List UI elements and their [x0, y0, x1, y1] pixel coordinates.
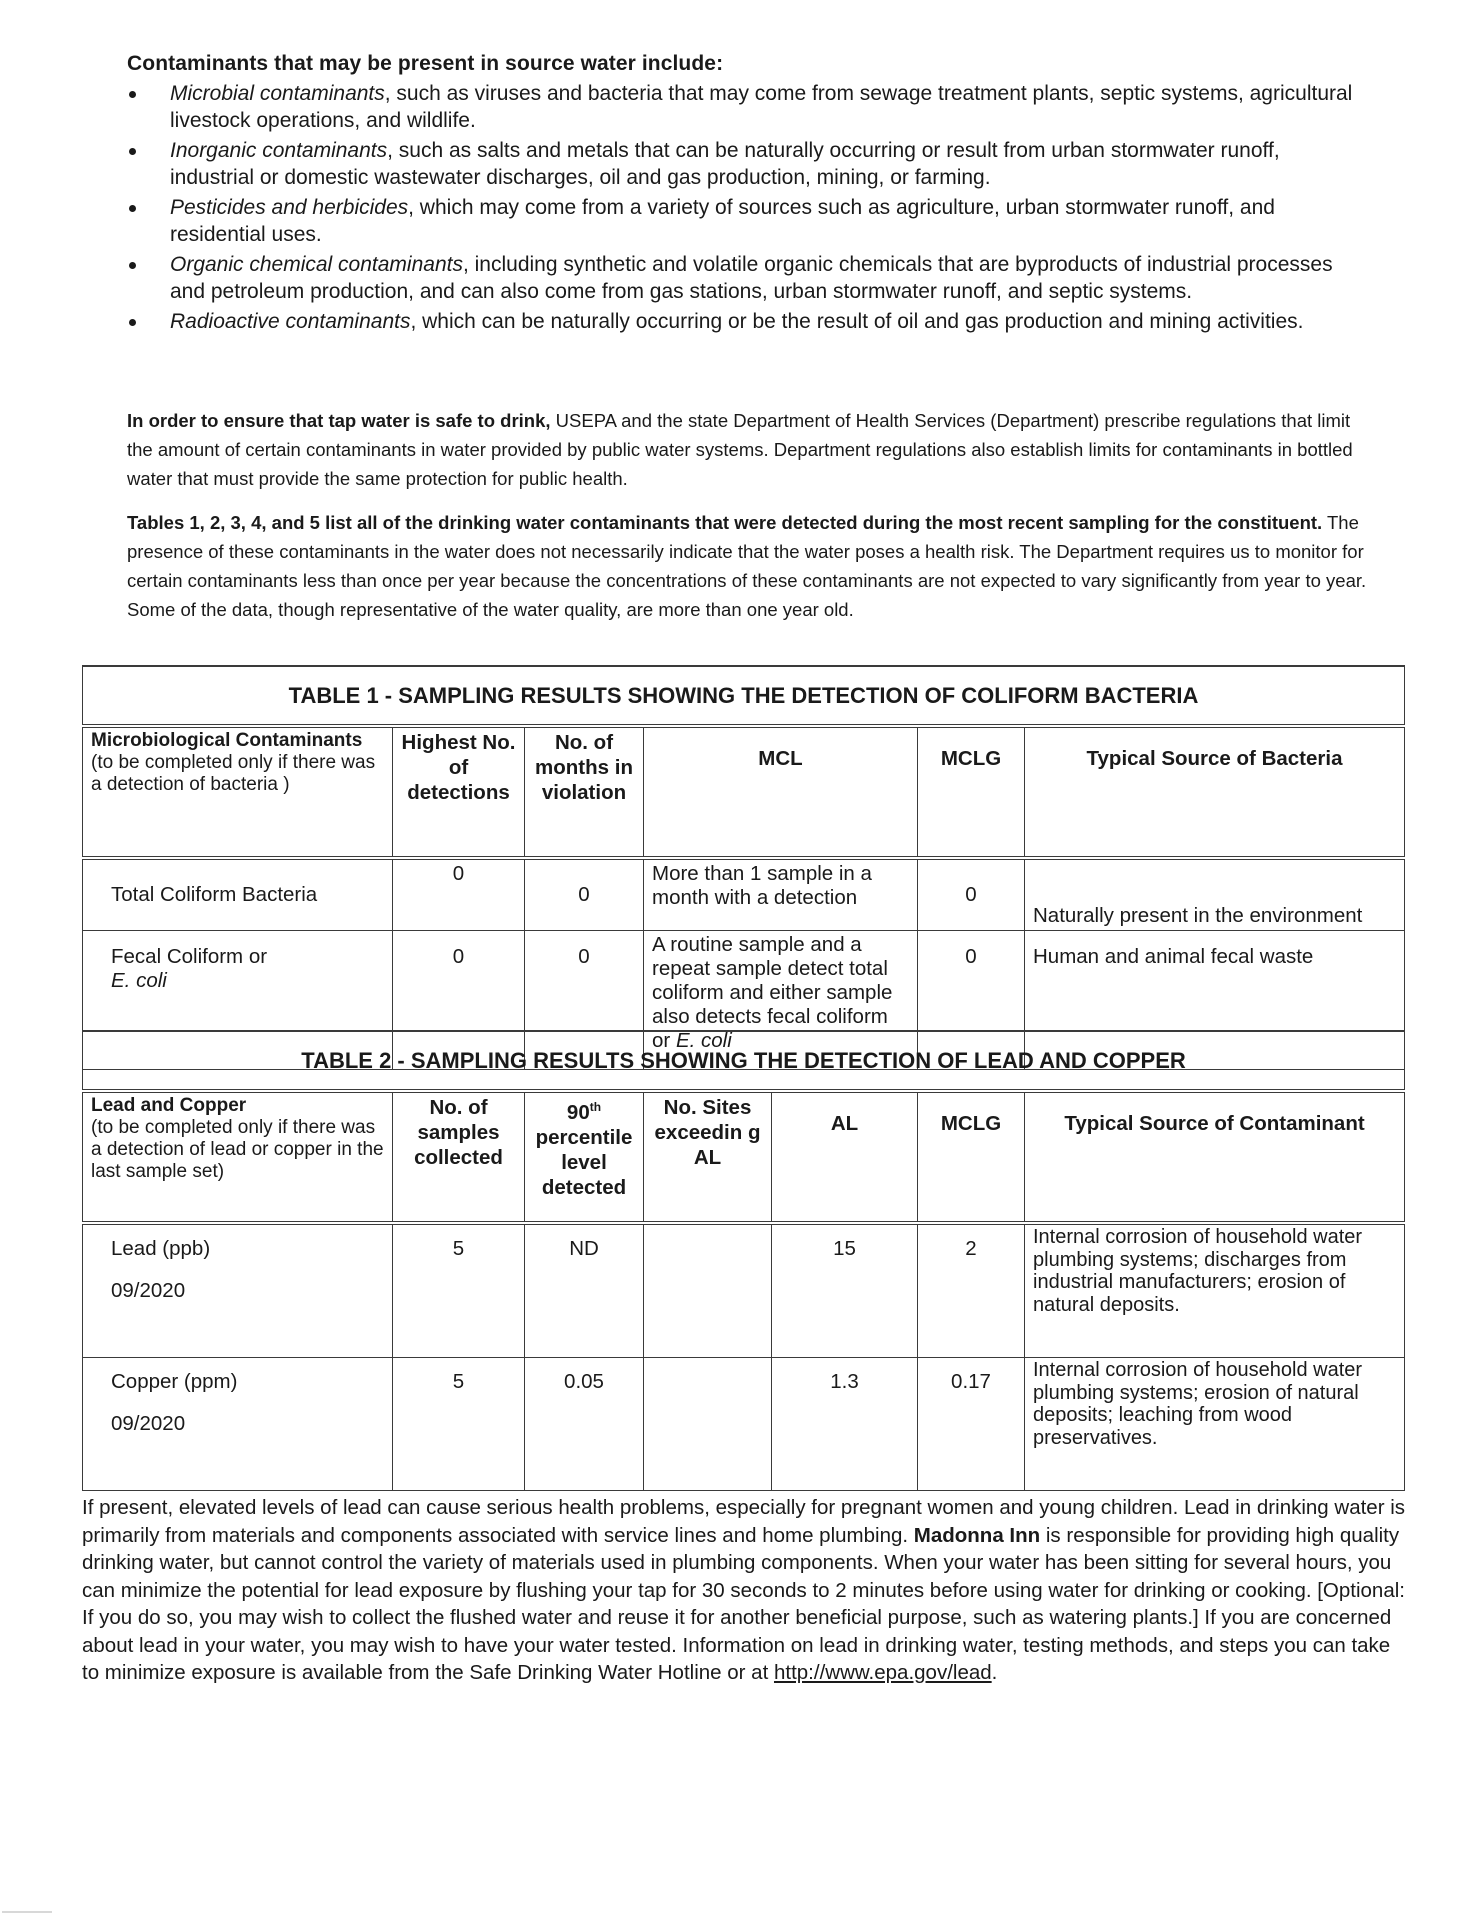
table-title-row	[83, 1031, 1405, 1091]
header-mclg: MCLG	[918, 726, 1025, 858]
list-item	[127, 80, 1357, 134]
contaminant-name: Total Coliform Bacteria	[83, 858, 393, 931]
contaminant-name: Lead (ppb) 09/2020	[83, 1223, 393, 1358]
table-row	[83, 1358, 1405, 1491]
bullet-icon	[129, 262, 136, 269]
months-violation: 0	[525, 931, 644, 1070]
paragraph-lead: Tables 1, 2, 3, 4, and 5 list all of the drinking water contaminants that were detected during the most recent sampling for the constituent.	[127, 512, 1323, 533]
header-contaminant: Microbiological Contaminants (to be completed only if there was a detection of bacteria )	[83, 726, 393, 858]
bullet-icon	[129, 91, 136, 98]
typical-source: Internal corrosion of household water plumbing systems; discharges from industrial manufacturers; erosion of natural deposits.	[1025, 1223, 1405, 1358]
table-header-row	[83, 1091, 1405, 1223]
sample-date: 09/2020	[111, 1279, 186, 1302]
epa-lead-link[interactable]: http://www.epa.gov/lead	[773, 1661, 992, 1684]
lead-copper-table	[82, 1030, 1405, 1491]
percentile-90: ND	[525, 1223, 644, 1358]
scan-artifact	[2, 1911, 52, 1913]
table-title: TABLE 1 - SAMPLING RESULTS SHOWING THE DETECTION OF COLIFORM BACTERIA	[83, 666, 1405, 726]
table-row	[83, 1223, 1405, 1358]
header-mclg: MCLG	[918, 1091, 1025, 1223]
samples-collected: 5	[393, 1358, 525, 1491]
contaminant-name: Fecal Coliform or E. coli	[83, 931, 393, 1070]
regulations-paragraph	[127, 406, 1367, 493]
header-typical-source: Typical Source of Bacteria	[1025, 726, 1405, 858]
contaminant-term: Organic chemical contaminants	[170, 253, 463, 276]
mclg-value: 0	[918, 858, 1025, 931]
mclg-value: 0.17	[918, 1358, 1025, 1491]
contaminant-description: , which may come from a variety of sources such as agriculture, urban stormwater runoff, and residential uses.	[170, 196, 1275, 246]
header-highest-detections: Highest No. of detections	[393, 726, 525, 858]
sample-date: 09/2020	[111, 1412, 186, 1435]
list-item	[127, 194, 1357, 248]
contaminant-description: , which can be naturally occurring or be the result of oil and gas production and mining activities.	[410, 310, 1304, 333]
mcl-value: More than 1 sample in a month with a detection	[644, 858, 918, 931]
mcl-value: A routine sample and a repeat sample detect total coliform and either sample also detects fecal coliform or E. coli	[644, 931, 918, 1070]
bullet-icon	[129, 205, 136, 212]
tables-intro-paragraph	[127, 508, 1367, 624]
table-title-row	[83, 666, 1405, 726]
sites-exceeding	[644, 1358, 772, 1491]
samples-collected: 5	[393, 1223, 525, 1358]
table-row	[83, 858, 1405, 931]
contaminant-term: Pesticides and herbicides	[170, 196, 409, 219]
paragraph-lead: In order to ensure that tap water is safe to drink,	[127, 410, 551, 431]
contaminant-term: Microbial contaminants	[170, 82, 385, 105]
sites-exceeding	[644, 1223, 772, 1358]
table-title: TABLE 2 - SAMPLING RESULTS SHOWING THE DETECTION OF LEAD AND COPPER	[83, 1031, 1405, 1091]
al-value: 15	[772, 1223, 918, 1358]
typical-source: Human and animal fecal waste	[1025, 931, 1405, 1070]
header-typical-source: Typical Source of Contaminant	[1025, 1091, 1405, 1223]
contaminant-term: Radioactive contaminants	[170, 310, 411, 333]
typical-source: Naturally present in the environment	[1025, 858, 1405, 931]
highest-detections: 0	[393, 858, 525, 931]
contaminant-description: , such as viruses and bacteria that may come from sewage treatment plants, septic systems, agricultural livestock operations, and wildlife.	[170, 82, 1353, 132]
header-sites-exceeding: No. Sites exceedin g AL	[644, 1091, 772, 1223]
section-heading: Contaminants that may be present in source water include:	[127, 52, 724, 75]
mclg-value: 2	[918, 1223, 1025, 1358]
utility-name: Madonna Inn	[913, 1523, 1041, 1547]
mclg-value: 0	[918, 931, 1025, 1070]
contaminant-description: , such as salts and metals that can be naturally occurring or result from urban stormwater runoff, industrial or domestic wastewater discharges, oil and gas production, mining, or farming.	[170, 139, 1280, 189]
header-samples-collected: No. of samples collected	[393, 1091, 525, 1223]
paragraph-body: USEPA and the state Department of Health Services (Department) prescribe regulations that limit the amount of certain contaminants in water provided by public water systems. Department regulations also establish limits for contaminants in bottled water that must provide the same protection for public health.	[127, 410, 1353, 489]
header-months-violation: No. of months in violation	[525, 726, 644, 858]
header-mcl: MCL	[644, 726, 918, 858]
al-value: 1.3	[772, 1358, 918, 1491]
contaminant-list	[127, 80, 1357, 338]
paragraph-body: The presence of these contaminants in the water does not necessarily indicate that the water poses a health risk. The Department requires us to monitor for certain contaminants less than once per year because the concentrations of these contaminants are not expected to vary significantly from year to year. Some of the data, though representative of the water quality, are more than one year old.	[127, 512, 1367, 620]
bullet-icon	[129, 148, 136, 155]
contaminant-description: , including synthetic and volatile organic chemicals that are byproducts of industrial processes and petroleum production, and can also come from gas stations, urban stormwater runoff, and septic systems.	[170, 253, 1333, 303]
list-item	[127, 308, 1357, 335]
contaminant-term: Inorganic contaminants	[170, 139, 388, 162]
header-90th-percentile: 90th percentile level detected	[525, 1091, 644, 1223]
table-header-row	[83, 726, 1405, 858]
coliform-table	[82, 665, 1405, 1070]
percentile-90: 0.05	[525, 1358, 644, 1491]
lead-health-paragraph: If present, elevated levels of lead can cause serious health problems, especially for pregnant women and young children. Lead in drinking water is primarily from materials and components associated with service lines and home plumbing. Madonna Inn is responsible for providing high quality drinking water, but cannot control the variety of materials used in plumbing components. When your water has been sitting for several hours, you can minimize the potential for lead exposure by flushing your tap for 30 seconds to 2 minutes before using water for drinking or cooking. [Optional: If you do so, you may wish to collect the flushed water and reuse it for another beneficial purpose, such as watering plants.] If you are concerned about lead in your water, you may wish to have your water tested. Information on lead in drinking water, testing methods, and steps you can take to minimize exposure is available from the Safe Drinking Water Hotline or at http://www.epa.gov/lead.	[82, 1496, 1406, 1684]
list-item	[127, 137, 1357, 191]
header-al: AL	[772, 1091, 918, 1223]
header-lead-copper: Lead and Copper (to be completed only if there was a detection of lead or copper in the last sample set)	[83, 1091, 393, 1223]
highest-detections: 0	[393, 931, 525, 1070]
bullet-icon	[129, 319, 136, 326]
contaminant-name: Copper (ppm) 09/2020	[83, 1358, 393, 1491]
list-item	[127, 251, 1357, 305]
months-violation: 0	[525, 858, 644, 931]
typical-source: Internal corrosion of household water plumbing systems; erosion of natural deposits; leaching from wood preservatives.	[1025, 1358, 1405, 1491]
